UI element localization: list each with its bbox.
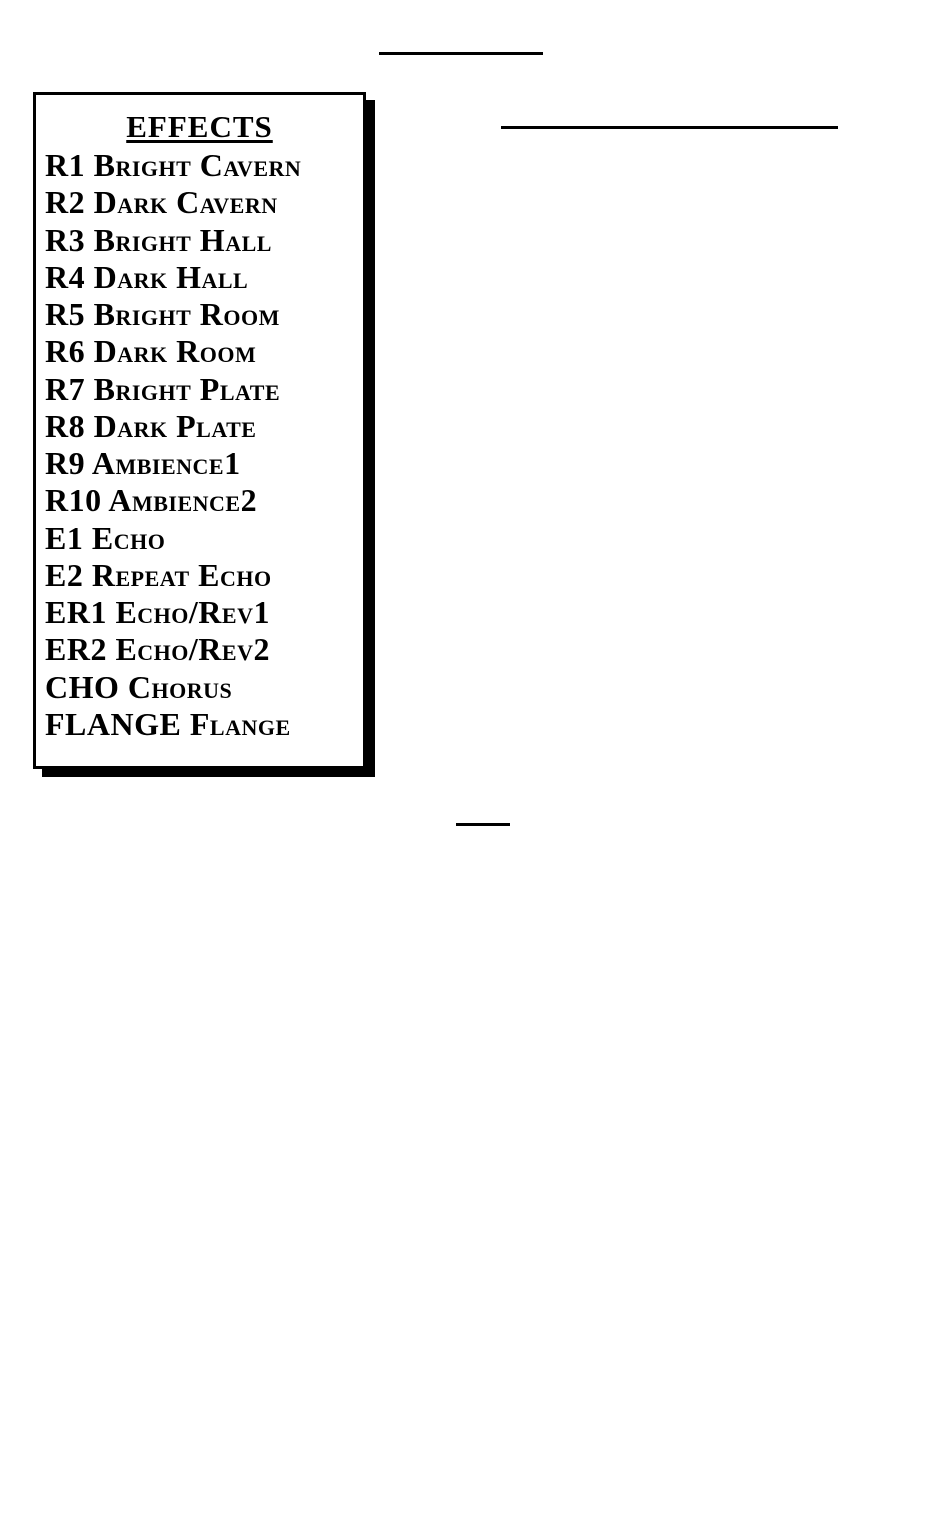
effect-item: R1 Bright Cavern <box>45 147 302 183</box>
effect-item: R5 Bright Room <box>45 296 280 332</box>
effect-item: ER1 Echo/Rev1 <box>45 594 270 630</box>
effects-title: EFFECTS <box>126 109 273 144</box>
effect-item: ER2 Echo/Rev2 <box>45 631 270 668</box>
effect-item: R8 Dark Plate <box>45 407 257 444</box>
effect-item: FLANGE Flange <box>45 705 291 742</box>
effects-list <box>45 147 301 743</box>
effect-item: E1 Echo <box>45 519 166 556</box>
bottom-blank-line <box>456 823 510 826</box>
effect-item: R6 Dark Room <box>45 333 257 370</box>
effect-item: R9 Ambience1 <box>45 445 241 481</box>
effects-box <box>33 92 366 769</box>
top-blank-line <box>379 52 543 55</box>
effect-item: E2 Repeat Echo <box>45 556 272 593</box>
effect-item: R3 Bright Hall <box>45 221 272 258</box>
effect-item: R7 Bright Plate <box>45 370 281 407</box>
effect-item: CHO Chorus <box>45 668 233 705</box>
effect-item: R2 Dark Cavern <box>45 184 278 221</box>
effect-item: R4 Dark Hall <box>45 258 249 295</box>
effect-item: R10 Ambience2 <box>45 482 258 519</box>
right-blank-line <box>501 126 838 129</box>
